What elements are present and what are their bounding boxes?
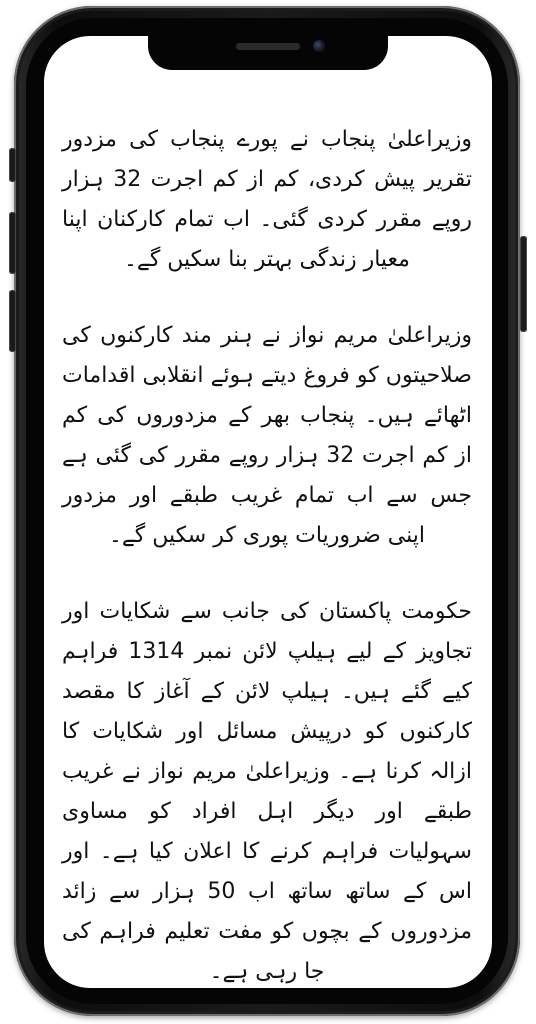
power-button [520,236,527,332]
article-paragraph-3: حکومت پاکستان کی جانب سے شکایات اور تجاویز کے لیے ہیلپ لائن نمبر 1314 فراہم کیے گئے ہیں۔ ہیلپ لائن کے آغاز کا مقصد کارکنوں کو درپیش مسائل اور شکایات کا ازالہ کرنا ہے۔ وزیراعلیٰ مریم نواز نے غریب طبقے اور دیگر اہل افراد کو مساوی سہولیات فراہم کرنے کا اعلان کیا ہے۔ اور اس کے ساتھ ساتھ اب 50 ہزار سے زائد مزدوروں کے بچوں کو مفت تعلیم فراہم کی جا رہی ہے۔ [62,599,472,984]
article-paragraph-1: وزیراعلیٰ پنجاب نے پورے پنجاب کی مزدور تقریر پیش کردی، کم از کم اجرت 32 ہزار روپے مقرر کردی گئی۔ اب تمام کارکنان اپنا معیار زندگی بہتر بنا سکیں گے۔ [62,127,473,272]
volume-up-button [9,212,16,274]
article-body [62,120,472,992]
front-camera-icon [313,40,325,52]
speaker-grille [236,43,300,50]
silent-switch [9,148,16,182]
article-paragraph-2: وزیراعلیٰ مریم نواز نے ہنر مند کارکنوں کی صلاحیتوں کو فروغ دیتے ہوئے انقلابی اقدامات اٹھائے ہیں۔ پنجاب بھر کے مزدوروں کی کم از کم اجرت 32 ہزار روپے مقرر کی گئی ہے جس سے اب تمام غریب طبقے اور مزدور اپنی ضروریات پوری کر سکیں گے۔ [62,323,472,548]
volume-down-button [9,290,16,352]
notch [148,36,388,70]
